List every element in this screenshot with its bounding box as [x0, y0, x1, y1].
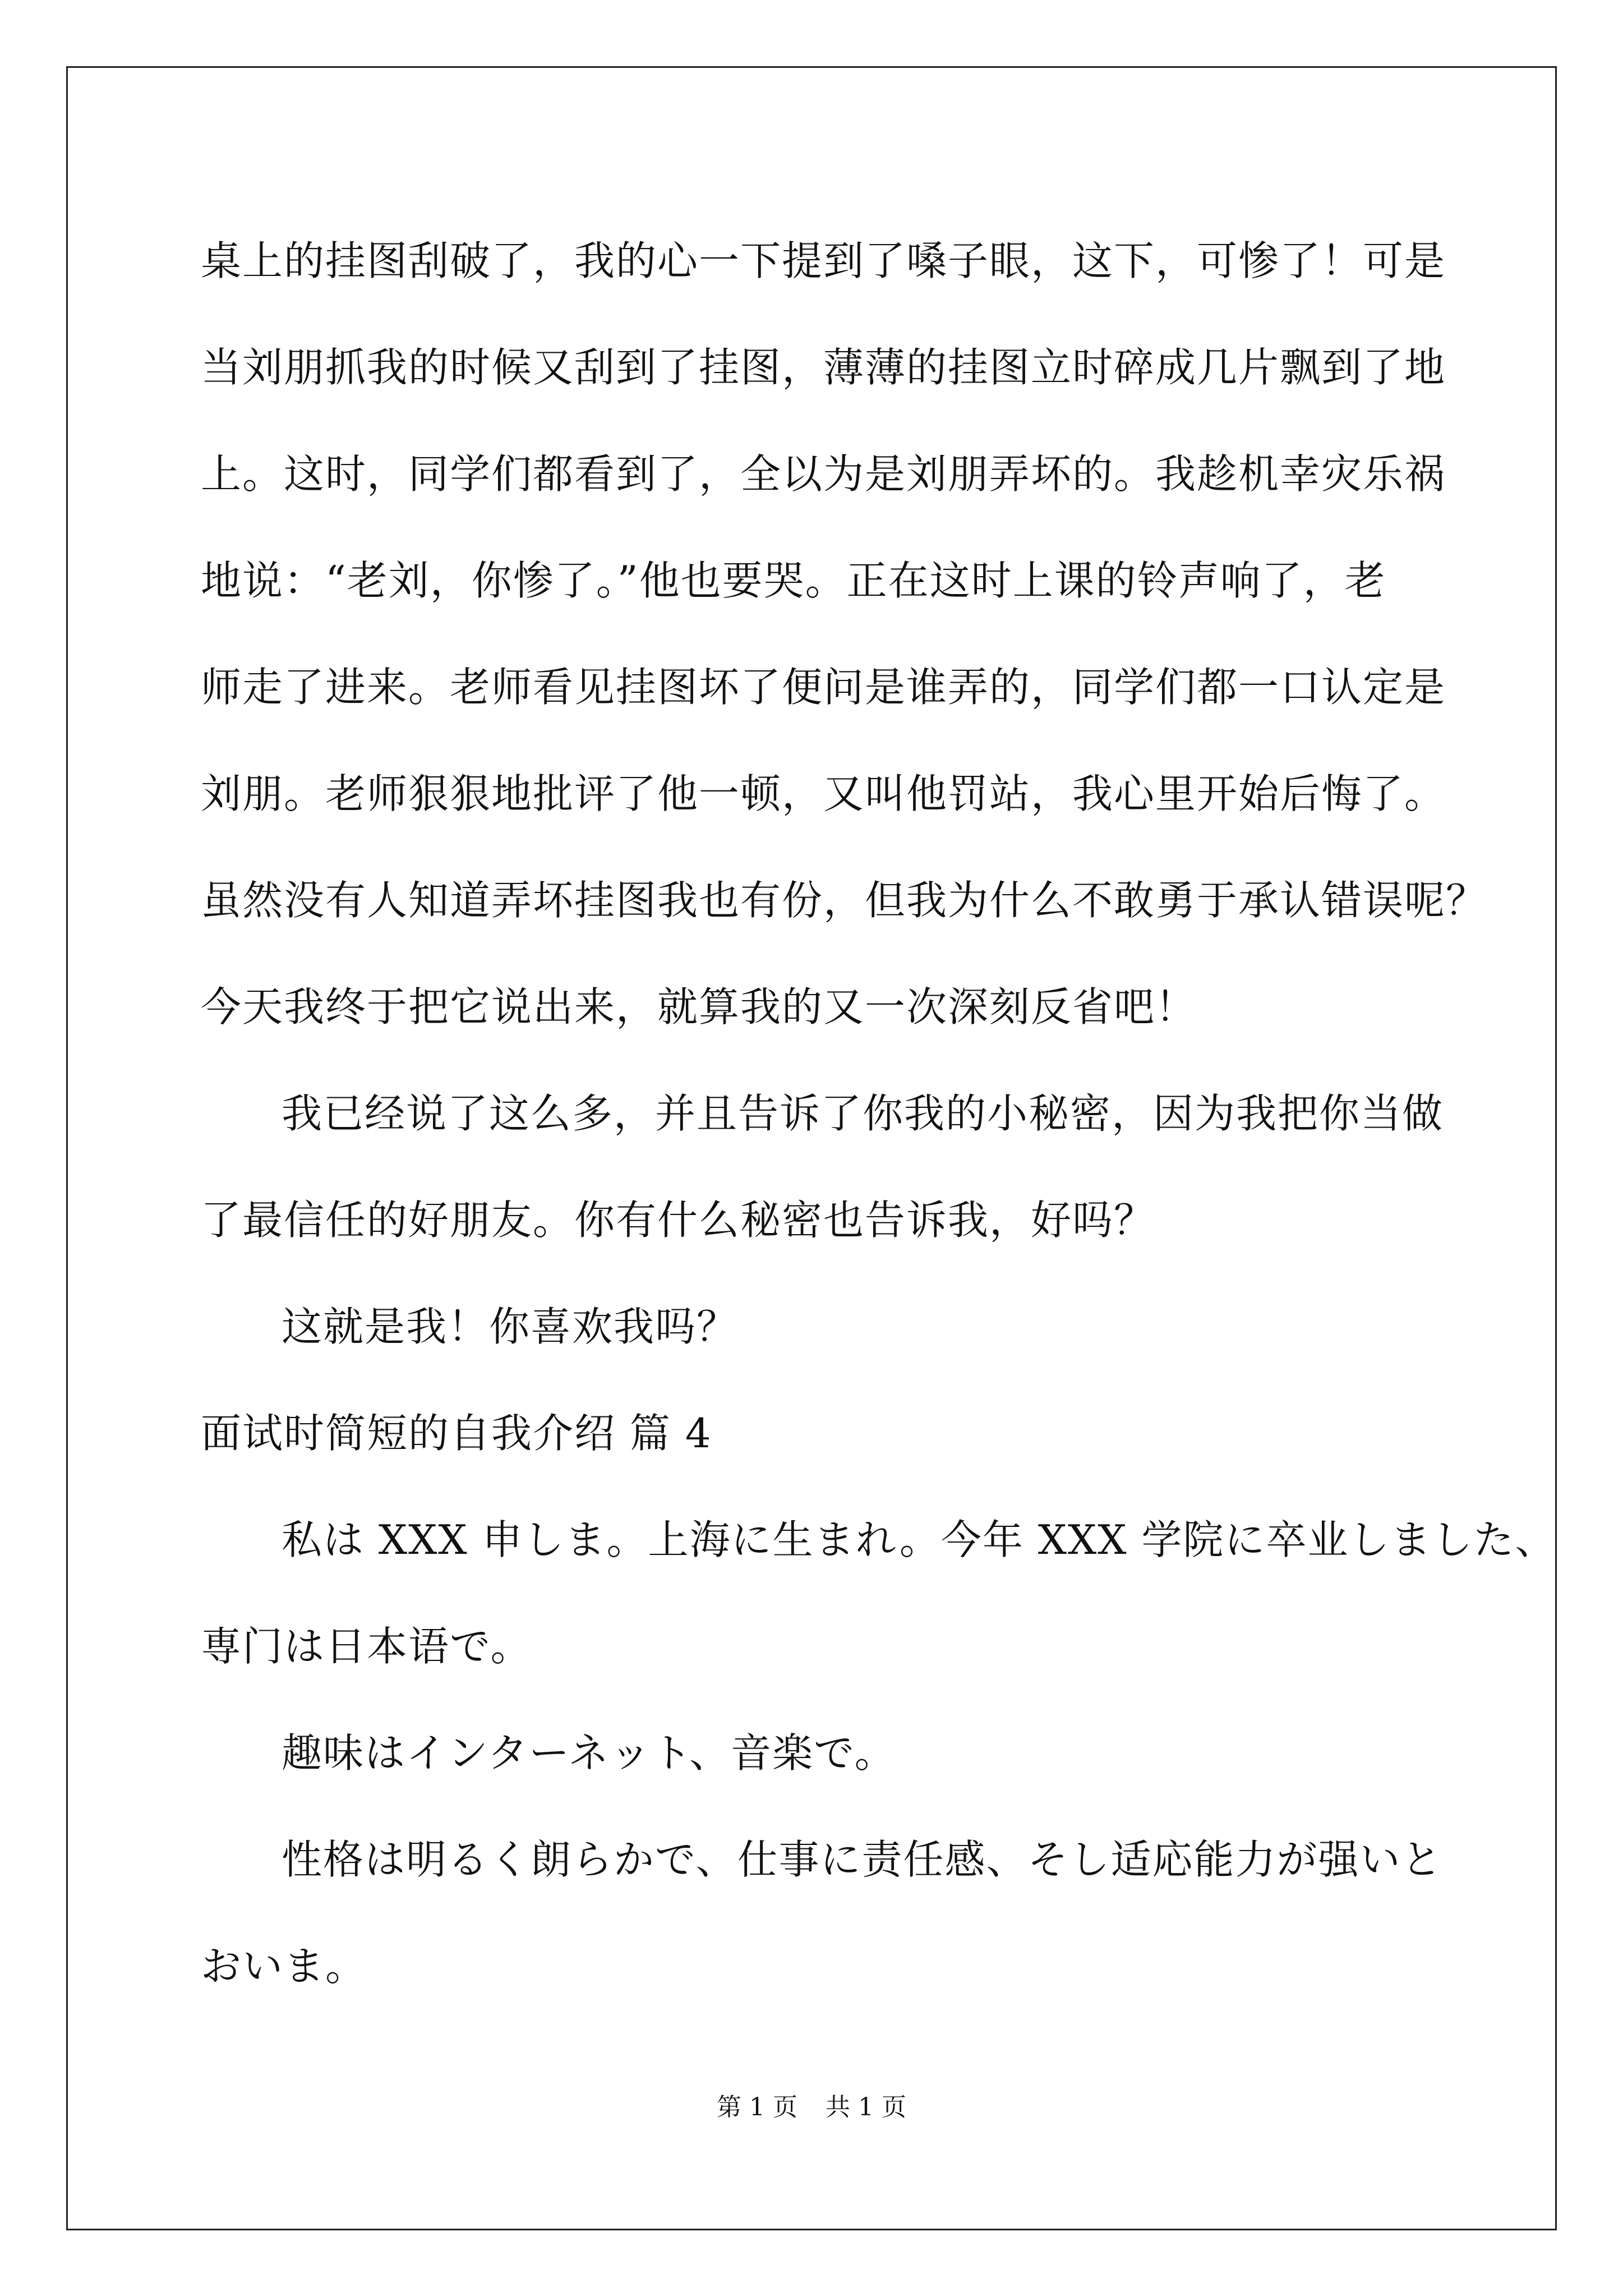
text-line-17: おいま。	[201, 1943, 367, 1990]
page-footer	[0, 2087, 1623, 2123]
section-heading: 面试时简短的自我介绍 篇 4	[201, 1410, 712, 1457]
text-line-10: 了最信任的好朋友。你有什么秘密也告诉我，好吗？	[201, 1197, 1156, 1244]
page-number: 第 1 页	[717, 2093, 797, 2122]
text-line-9: 我已经说了这么多，并且告诉了你我的小秘密，因为我把你当做	[282, 1090, 1444, 1137]
text-line-11: 这就是我！你喜欢我吗？	[282, 1303, 739, 1350]
text-line-5: 师走了进来。老师看见挂图坏了便问是谁弄的，同学们都一口认定是	[201, 664, 1446, 711]
text-line-7: 虽然没有人知道弄坏挂图我也有份，但我为什么不敢勇于承认错误呢？	[201, 877, 1488, 924]
text-line-13: 私は XXX 申しま。上海に生まれ。今年 XXX 学院に卒业しました、	[282, 1516, 1557, 1563]
text-line-3: 上。这时，同学们都看到了，全以为是刘朋弄坏的。我趁机幸灾乐祸	[201, 450, 1446, 498]
text-line-6: 刘朋。老师狠狠地批评了他一顿，又叫他罚站，我心里开始后悔了。	[201, 770, 1446, 817]
text-line-16: 性格は明るく朗らかで、仕事に责任感、そし适応能力が强いと	[282, 1836, 1443, 1883]
text-line-2: 当刘朋抓我的时候又刮到了挂图，薄薄的挂图立时碎成几片飘到了地	[201, 344, 1446, 391]
text-line-15: 趣味はインターネット、音楽で。	[282, 1729, 896, 1777]
text-line-14: 専门は日本语で。	[201, 1623, 532, 1670]
page-total: 共 1 页	[826, 2093, 906, 2122]
document-body	[201, 208, 1557, 2019]
text-line-8: 今天我终于把它说出来，就算我的又一次深刻反省吧！	[201, 983, 1197, 1030]
text-line-1: 桌上的挂图刮破了，我的心一下提到了嗓子眼，这下，可惨了！可是	[201, 237, 1446, 284]
text-line-4: 地说：“老刘，你惨了。”他也要哭。正在这时上课的铃声响了，老	[201, 557, 1386, 604]
